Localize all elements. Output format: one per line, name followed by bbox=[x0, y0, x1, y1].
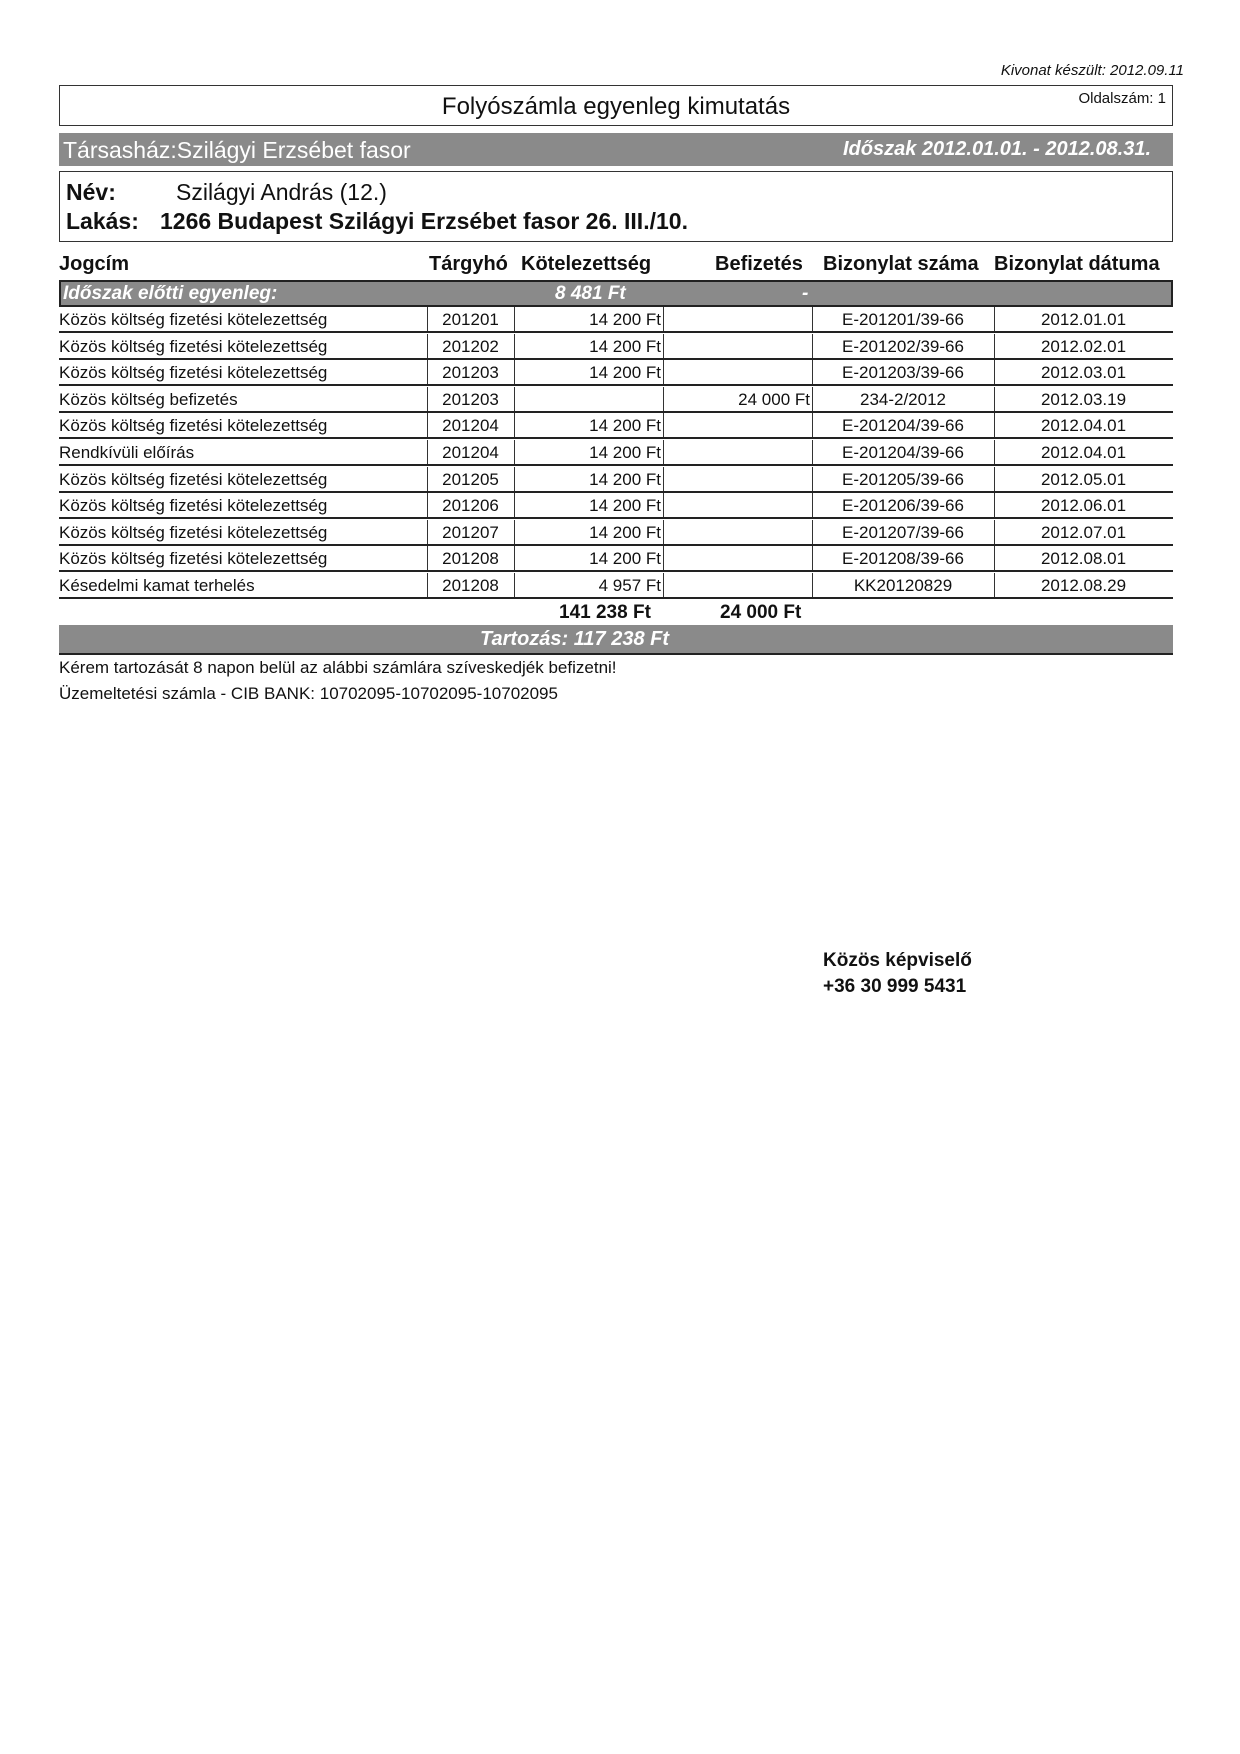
cell-doc-no: E-201205/39-66 bbox=[842, 469, 964, 489]
cell-doc-date: 2012.02.01 bbox=[1040, 336, 1127, 356]
cell-doc-no: E-201201/39-66 bbox=[842, 310, 964, 329]
cell-month: 201201 bbox=[442, 310, 499, 329]
table-row bbox=[59, 546, 1173, 572]
header-doc-no: Bizonylat száma bbox=[823, 253, 979, 275]
signature-phone: +36 30 999 5431 bbox=[823, 976, 967, 997]
debt-total: Tartozás: 117 238 Ft bbox=[480, 628, 669, 650]
header-month: Tárgyhó bbox=[429, 253, 508, 275]
debt-bar bbox=[59, 625, 1173, 655]
cell-doc-no: E-201202/39-66 bbox=[842, 336, 964, 356]
cell-title: Közös költség fizetési kötelezettség bbox=[59, 549, 328, 569]
page-number: Oldalszám: 1 bbox=[1078, 90, 1166, 107]
cell-title: Közös költség fizetési kötelezettség bbox=[59, 336, 328, 356]
cell-title: Közös költség fizetési kötelezettség bbox=[59, 522, 328, 542]
cell-obligation: 14 200 Ft bbox=[589, 363, 661, 383]
opening-label: Időszak előtti egyenleg: bbox=[63, 283, 278, 304]
cell-doc-date: 2012.04.01 bbox=[1040, 443, 1127, 462]
cell-doc-date: 2012.03.01 bbox=[1040, 363, 1127, 383]
cell-month: 201205 bbox=[442, 469, 499, 489]
cell-obligation: 14 200 Ft bbox=[589, 522, 661, 542]
table-header bbox=[59, 251, 1173, 281]
cell-doc-no: E-201203/39-66 bbox=[842, 363, 964, 383]
cell-month: 201202 bbox=[442, 336, 499, 356]
payment-request: Kérem tartozását 8 napon belül az alábbi számlára szíveskedjék befizetni! bbox=[59, 658, 617, 677]
document-title: Folyószámla egyenleg kimutatás bbox=[441, 93, 791, 120]
table-row bbox=[59, 307, 1173, 333]
cell-month: 201203 bbox=[442, 389, 499, 409]
table-row bbox=[59, 493, 1173, 519]
cell-obligation: 14 200 Ft bbox=[589, 443, 661, 462]
cell-month: 201204 bbox=[442, 416, 499, 436]
cell-obligation: 14 200 Ft bbox=[589, 310, 661, 329]
cell-doc-date: 2012.04.01 bbox=[1040, 416, 1127, 436]
table-row bbox=[59, 334, 1173, 360]
cell-doc-date: 2012.08.29 bbox=[1040, 576, 1127, 595]
table-row bbox=[59, 440, 1173, 466]
total-obligation: 141 238 Ft bbox=[559, 602, 651, 623]
cell-month: 201207 bbox=[442, 522, 499, 542]
table-row bbox=[59, 573, 1173, 599]
title-box bbox=[59, 85, 1173, 126]
cell-doc-date: 2012.06.01 bbox=[1040, 496, 1127, 516]
cell-doc-no: E-201207/39-66 bbox=[842, 522, 964, 542]
column-divider bbox=[663, 440, 664, 464]
column-divider bbox=[663, 334, 664, 358]
generated-date: Kivonat készült: 2012.09.11 bbox=[1000, 62, 1184, 79]
cell-title: Közös költség befizetés bbox=[59, 389, 238, 409]
cell-month: 201203 bbox=[442, 363, 499, 383]
table-row bbox=[59, 413, 1173, 439]
cell-obligation: 4 957 Ft bbox=[598, 576, 661, 595]
cell-title: Közös költség fizetési kötelezettség bbox=[59, 310, 328, 329]
header-payment: Befizetés bbox=[715, 253, 803, 275]
cell-doc-date: 2012.03.19 bbox=[1040, 389, 1127, 409]
cell-doc-no: E-201204/39-66 bbox=[842, 443, 964, 462]
cell-doc-date: 2012.05.01 bbox=[1040, 469, 1127, 489]
column-divider bbox=[663, 546, 664, 570]
column-divider bbox=[663, 573, 664, 597]
cell-doc-date: 2012.01.01 bbox=[1040, 310, 1127, 329]
cell-title: Közös költség fizetési kötelezettség bbox=[59, 496, 328, 516]
table-row bbox=[59, 360, 1173, 386]
cell-obligation: 14 200 Ft bbox=[589, 469, 661, 489]
bank-account: Üzemeltetési számla - CIB BANK: 10702095-10702095-10702095 bbox=[59, 684, 558, 703]
column-divider bbox=[663, 520, 664, 544]
totals-row bbox=[59, 600, 1173, 626]
cell-obligation: 14 200 Ft bbox=[589, 336, 661, 356]
column-divider bbox=[514, 387, 515, 411]
opening-balance-row bbox=[59, 280, 1173, 307]
header-obligation: Kötelezettség bbox=[521, 253, 652, 275]
opening-obligation: 8 481 Ft bbox=[555, 283, 626, 304]
period: Időszak 2012.01.01. - 2012.08.31. bbox=[843, 138, 1151, 160]
signature-role: Közös képviselő bbox=[823, 950, 972, 971]
cell-title: Közös költség fizetési kötelezettség bbox=[59, 469, 328, 489]
person-box bbox=[59, 171, 1173, 242]
cell-doc-no: E-201206/39-66 bbox=[842, 496, 964, 516]
opening-payment: - bbox=[802, 283, 809, 304]
cell-doc-no: E-201208/39-66 bbox=[842, 549, 964, 569]
column-divider bbox=[663, 493, 664, 517]
table-row bbox=[59, 387, 1173, 413]
table-row bbox=[59, 520, 1173, 546]
cell-obligation: 14 200 Ft bbox=[589, 549, 661, 569]
column-divider bbox=[663, 360, 664, 384]
cell-doc-no: KK20120829 bbox=[853, 576, 953, 595]
cell-month: 201204 bbox=[442, 443, 499, 462]
total-payment: 24 000 Ft bbox=[720, 602, 802, 623]
cell-doc-date: 2012.08.01 bbox=[1040, 549, 1127, 569]
cell-doc-no: E-201204/39-66 bbox=[842, 416, 964, 436]
cell-obligation: 14 200 Ft bbox=[589, 416, 661, 436]
cell-month: 201208 bbox=[442, 549, 499, 569]
cell-doc-no: 234-2/2012 bbox=[859, 389, 947, 409]
column-divider bbox=[663, 467, 664, 491]
cell-month: 201206 bbox=[442, 496, 499, 516]
column-divider bbox=[663, 413, 664, 437]
cell-month: 201208 bbox=[442, 576, 499, 595]
person-name: Szilágyi András (12.) bbox=[176, 179, 387, 205]
house-bar bbox=[59, 133, 1173, 166]
house-name: Társasház:Szilágyi Erzsébet fasor bbox=[63, 137, 411, 163]
cell-title: Közös költség fizetési kötelezettség bbox=[59, 363, 328, 383]
header-doc-date: Bizonylat dátuma bbox=[994, 253, 1160, 275]
column-divider bbox=[663, 307, 664, 331]
person-address: 1266 Budapest Szilágyi Erzsébet fasor 26. III./10. bbox=[160, 208, 688, 234]
cell-doc-date: 2012.07.01 bbox=[1040, 522, 1127, 542]
address-label: Lakás: bbox=[66, 208, 139, 234]
cell-title: Késedelmi kamat terhelés bbox=[59, 576, 255, 595]
cell-payment: 24 000 Ft bbox=[738, 389, 810, 409]
table-row bbox=[59, 467, 1173, 493]
name-label: Név: bbox=[66, 179, 116, 205]
cell-obligation: 14 200 Ft bbox=[589, 496, 661, 516]
header-title: Jogcím bbox=[59, 253, 130, 275]
cell-title: Közös költség fizetési kötelezettség bbox=[59, 416, 328, 436]
cell-title: Rendkívüli előírás bbox=[59, 443, 195, 462]
